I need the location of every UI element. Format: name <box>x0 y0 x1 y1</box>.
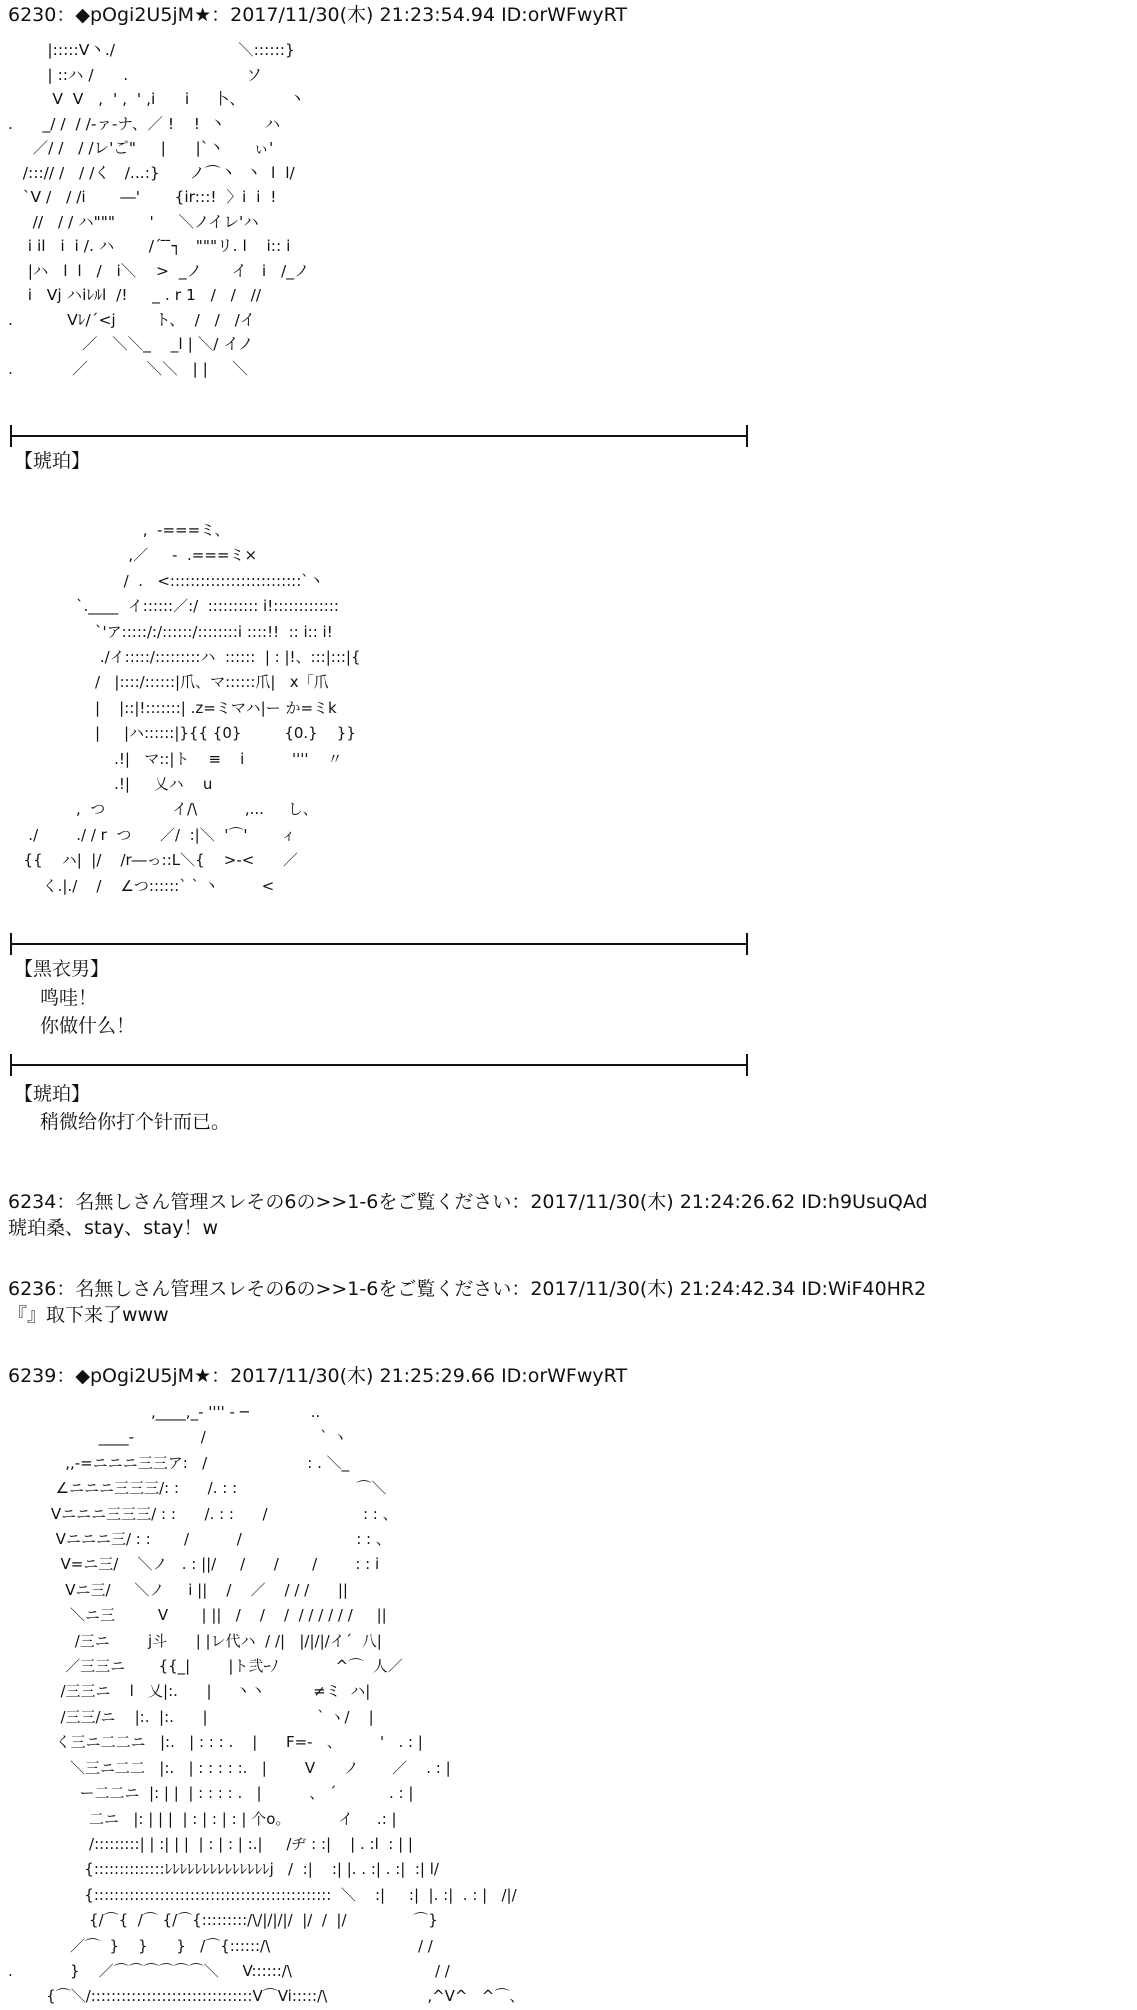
speaker-name: 【琥珀】 <box>14 1083 91 1105</box>
ascii-art-figure: |:::::V丶./ ＼::::::} | ::ハ / . ソ V V , ' , ' ,i i 卜、 丶 . _/ / / /-ァ-ナ、／ ! ! 丶 ハ ／/ / / /レ'ご" | |`丶 ぃ' /:::// / / /く /...:} ノ⌒丶 丶 l l/ `V / / /i ―' {ir:::! 〉i i ! // / / ハ""" ' ＼ノイレ'ハ i il i i /. ハ /´ ̄ ̄┐ """リ. l i:: i |ハ l l / i＼ > _ノ イ i /_ノ i Vj ハiﾚﾙl /! _ . r 1 / / // . Vﾚ/´<j ト、 / / /イ ／ ＼＼_ _l | ＼/ イノ . ／ ＼＼ | | ＼ <box>8 41 310 378</box>
post-body: 琥珀桑、stay、stay！w <box>8 1217 219 1239</box>
post-header: 6234：名無しさん管理スレその6の>>1-6をご覧ください：2017/11/30(木) 21:24:26.62 ID:h9UsuQAd <box>8 1191 928 1213</box>
scene-divider <box>10 933 748 953</box>
scene-divider <box>10 425 748 445</box>
dialogue-line: 稍微给你打个针而已。 <box>40 1111 231 1133</box>
ascii-art-figure: ,____,_‐ '''' - ─ .. ____- / ` ヽ ,,-=ニニニ三三ア: / : . ＼_ ∠ニニニ三三三/: : /. : : ⌒＼ Vニニニ三三三/ : : /. : : / : : 、 Vニニニ三/ : : / / : : 、 V=ニ三/ ＼ノ . : ||/ / / / : : i Vニ三/ ＼ノ i || / ／ / / / || ＼ニ三 V | || / / / / / / / / / || /三ニ j斗 | |レ代ハ / /| |/|/|/イ´ 八| ／三三ニ {{_| |ト弐ｰﾉ ^⌒ 人／ /三三ニ l 乂|:. | 丶丶 ≠ミ ハ| /三三/ニ |:. |:. | ` ヽ/ | く三ニ二二ニ |:. | : : : . | F=- 、 ' . : | ＼三ニ二二 |:. | : : : : :. | V ノ ／ . : | ー二二ニ |: | | | : : : : . | 、 ´ . : | 二ニ |: | | | | : | : | : | 个o。 イ .: | /:::::::::| | :| | | | : | : | :.| /ヂ : :| | . :l : | | {::::::::::::::ﾚﾚﾚﾚﾚﾚﾚﾚﾚﾚﾚﾚﾚﾚj / :| :| |. . :| . :| :| l/ {::::::::::::::::::::::::::::::::::::::::::::::: ＼ :| :| |. :| . : | /|/ {/⌒{ /⌒ {/⌒{:::::::::/\/|/|/|/ |/ / |/ ⌒} ／⌒ } } } /⌒{::::::/\ / / . } ／⌒⌒⌒⌒⌒⌒＼ V::::::/\ / / {⌒＼/::::::::::::::::::::::::::::::::V⌒Vi:::::/\ ,^V^ ^⌒、 <box>8 1403 525 2006</box>
dialogue-line: 你做什么！ <box>40 1015 136 1037</box>
post-header: 6230：◆pOgi2U5jM★：2017/11/30(木) 21:23:54.94 ID:orWFwyRT <box>8 4 628 26</box>
dialogue-line: 鸣哇！ <box>40 987 98 1009</box>
speaker-name: 【琥珀】 <box>14 450 91 472</box>
post-header: 6239：◆pOgi2U5jM★：2017/11/30(木) 21:25:29.66 ID:orWFwyRT <box>8 1365 628 1387</box>
scene-divider <box>10 1054 748 1074</box>
ascii-art-kohaku: , -===ミ、 ,／ - .===ミ× / . <::::::::::::::::::::::::::`丶 `.____ イ::::::／:/ :::::::::: i!::::::::::::: `'ア:::::/:/::::::/::::::::i ::::!! :: i:: i! ./イ:::::/:::::::::ハ :::::: | : |!、:::|:::|{ / |::::/::::::|爪、マ::::::爪| x「爪 | |::|!:::::::| .z=ミマハ|ー か=ミk | |ハ::::::|}{{ {0} {0.} }} .!| マ::|ト ≡ i '''' 〃 .!| 乂ハ u , つ イ/\ ,... し、 ./ ./ / r つ ／/ :|＼ '⌒' ィ {{ ハ| |/ /r―っ::L＼{ >-< ／ く.|./ / ∠つ::::::` ` 丶 < <box>23 521 361 895</box>
post-body: 『』取下来了www <box>8 1304 169 1326</box>
post-header: 6236：名無しさん管理スレその6の>>1-6をご覧ください：2017/11/30(木) 21:24:42.34 ID:WiF40HR2 <box>8 1278 927 1300</box>
speaker-name: 【黑衣男】 <box>14 958 110 980</box>
